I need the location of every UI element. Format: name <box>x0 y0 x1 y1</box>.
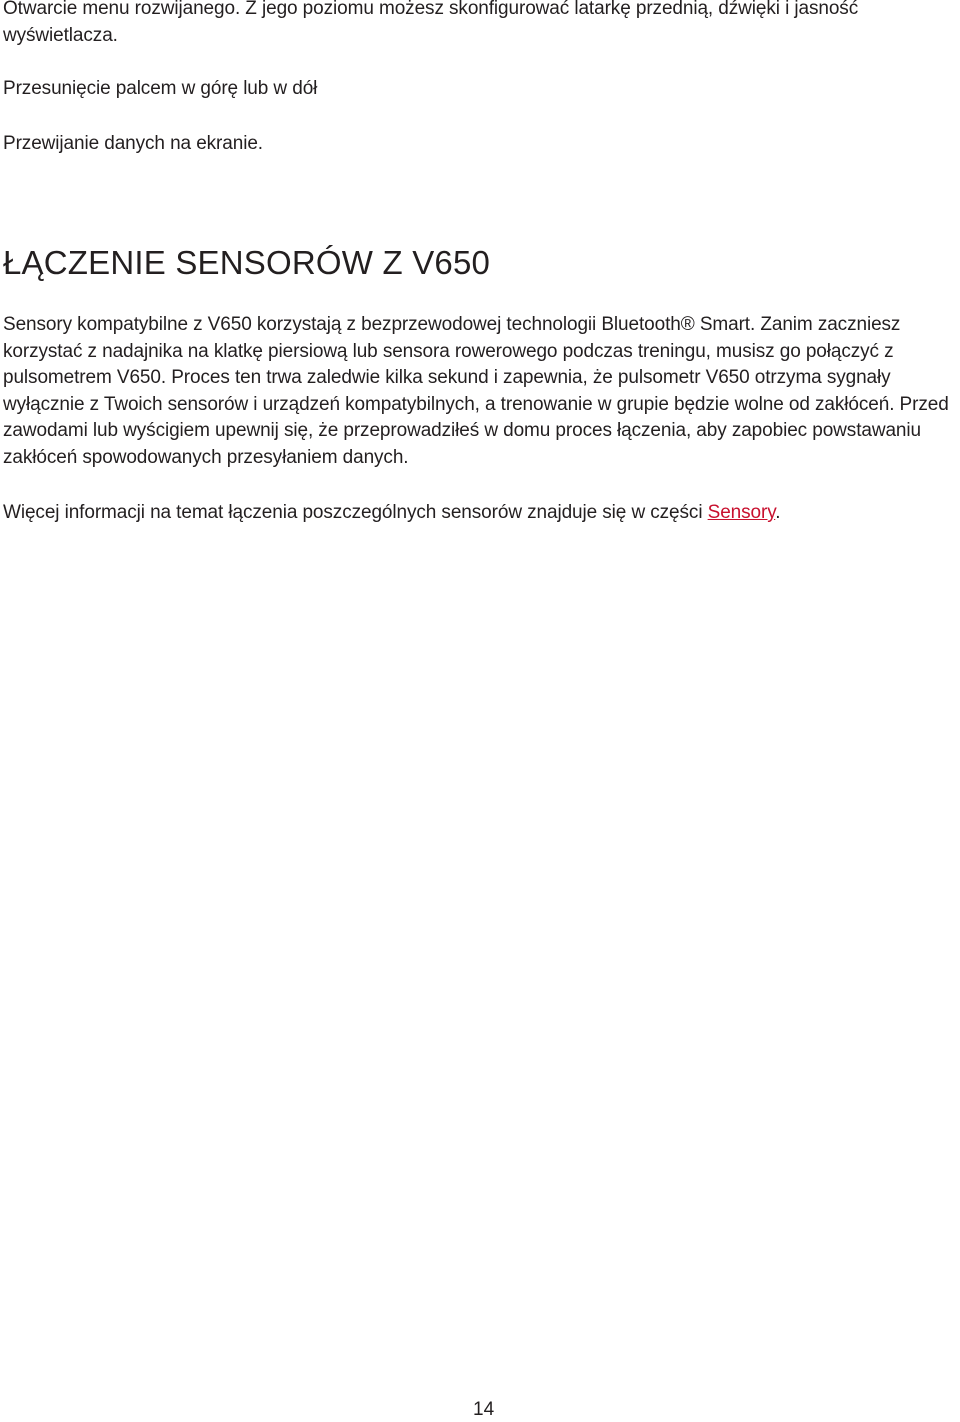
gesture-description: Przewijanie danych na ekranie. <box>3 133 263 154</box>
sensory-link[interactable]: Sensory <box>707 502 776 523</box>
section-heading: ŁĄCZENIE SENSORÓW Z V650 <box>3 244 491 281</box>
more-info-prefix: Więcej informacji na temat łączenia poszczególnych sensorów znajduje się w części <box>3 502 708 523</box>
sensors-paragraph: Sensory kompatybilne z V650 korzystają z bezprzewodowej technologii Bluetooth® Smart. Zanim zaczniesz korzystać z nadajnika na klatkę piersiową lub sensora rowerowego podczas treningu, musisz go połączyć z pulsometrem V650. Proces ten trwa zaledwie kilka sekund i zapewnia, że pulsometr V650 otrzyma sygnały wyłącznie z Twoich sensorów i urządzeń kompatybilnych, a trenowanie w grupie będzie wolne od zakłóceń. Przed zawodami lub wyścigiem upewnij się, że przeprowadziłeś w domu proces łączenia, aby zapobiec powstawaniu zakłóceń spowodowanych przesyłaniem danych. <box>3 314 949 468</box>
intro-paragraph: Otwarcie menu rozwijanego. Z jego poziomu możesz skonfigurować latarkę przednią, dźwięki i jasność wyświetlacza. <box>3 0 859 46</box>
page-number: 14 <box>473 1399 495 1420</box>
more-info-suffix: . <box>775 502 781 523</box>
more-info-paragraph <box>3 500 958 527</box>
gesture-title: Przesunięcie palcem w górę lub w dół <box>3 78 318 99</box>
